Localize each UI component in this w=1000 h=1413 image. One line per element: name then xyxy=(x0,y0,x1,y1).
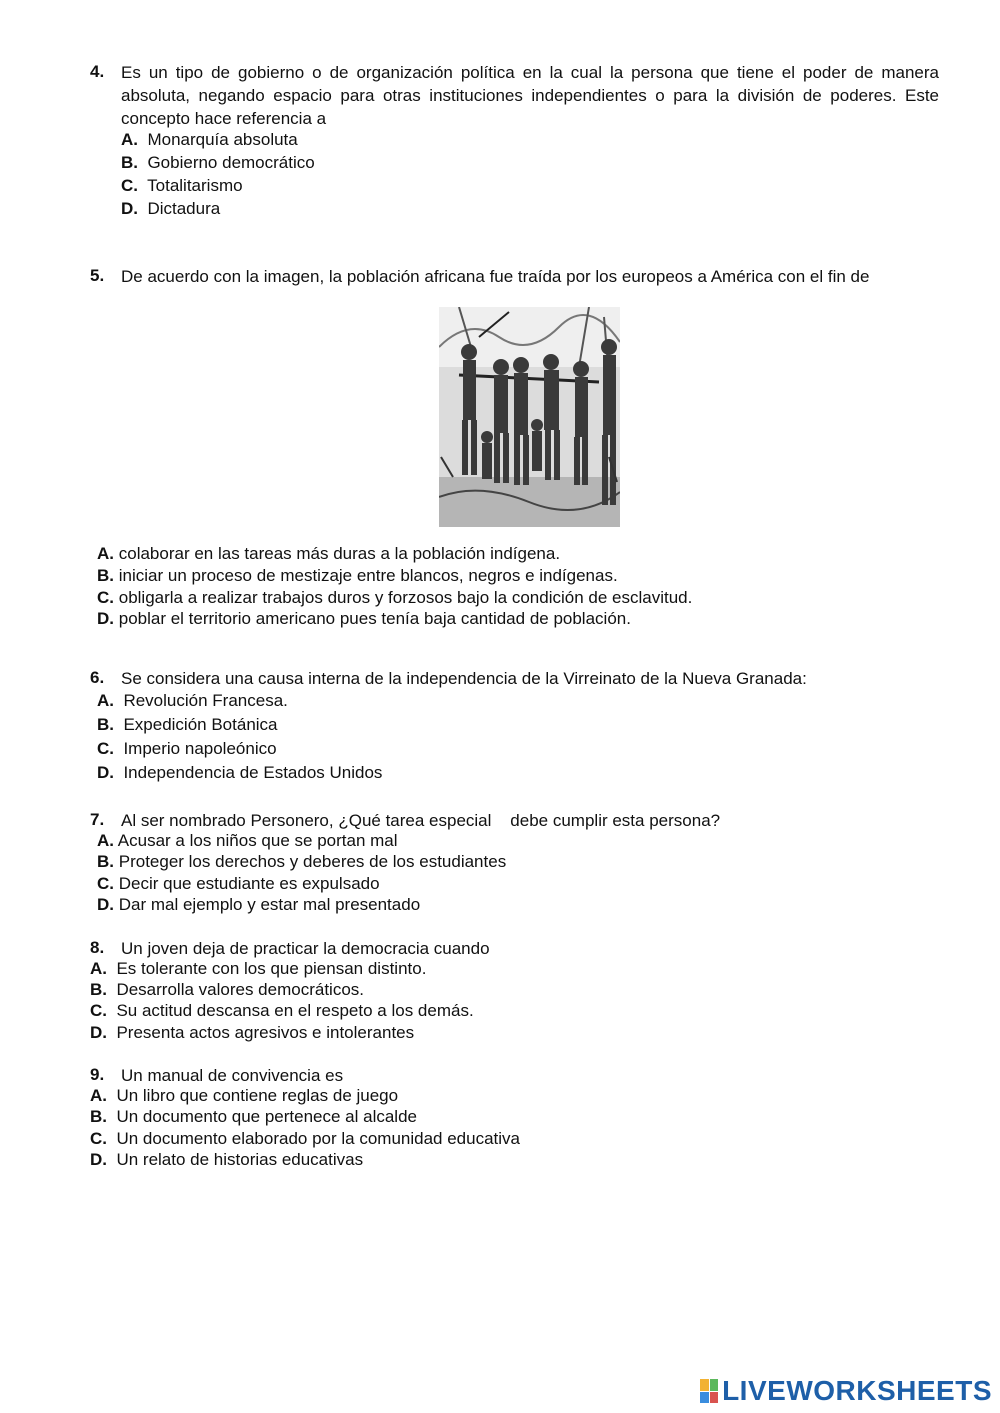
option-text: Gobierno democrático xyxy=(147,153,315,172)
question-8-text: Un joven deja de practicar la democracia cuando xyxy=(121,939,490,958)
option-letter: D. xyxy=(121,199,138,218)
option-text: Un relato de historias educativas xyxy=(116,1150,364,1169)
option-letter: C. xyxy=(97,739,114,758)
question-5-text: De acuerdo con la imagen, la población africana fue traída por los europeos a América con el fin de xyxy=(121,267,870,286)
q6-option-a[interactable] xyxy=(97,691,288,711)
q5-option-b[interactable] xyxy=(97,566,618,586)
option-letter: D. xyxy=(90,1150,107,1169)
question-5-number: 5. xyxy=(90,266,105,285)
q6-option-c[interactable] xyxy=(97,739,277,759)
q9-option-b[interactable] xyxy=(90,1107,417,1127)
option-letter: C. xyxy=(97,874,114,893)
q4-option-a[interactable] xyxy=(121,130,298,150)
question-7-text: Al ser nombrado Personero, ¿Qué tarea especial debe cumplir esta persona? xyxy=(121,811,721,830)
question-6-number: 6. xyxy=(90,668,105,687)
option-letter: A. xyxy=(90,1086,107,1105)
q9-option-c[interactable] xyxy=(90,1129,520,1149)
option-text: Un documento elaborado por la comunidad educativa xyxy=(116,1129,520,1148)
option-letter: B. xyxy=(97,715,114,734)
option-text: iniciar un proceso de mestizaje entre blancos, negros e indígenas. xyxy=(118,566,618,585)
option-letter: A. xyxy=(97,831,114,850)
question-4-number: 4. xyxy=(90,62,105,81)
option-letter: C. xyxy=(97,588,114,607)
q9-option-a[interactable] xyxy=(90,1086,398,1106)
liveworksheets-logo-icon xyxy=(700,1379,718,1403)
option-letter: D. xyxy=(97,763,114,782)
option-letter: D. xyxy=(97,895,114,914)
q6-option-d[interactable] xyxy=(97,763,382,783)
q8-option-b[interactable] xyxy=(90,980,364,1000)
q8-option-d[interactable] xyxy=(90,1023,414,1043)
q4-option-b[interactable] xyxy=(121,153,315,173)
option-letter: D. xyxy=(90,1023,107,1042)
question-4-text: Es un tipo de gobierno o de organización política en la cual la persona que tiene el poder de manera absoluta, negando espacio para otras instituciones independientes o para la división de poderes. Este concepto hace referencia a xyxy=(121,63,939,128)
option-text: obligarla a realizar trabajos duros y forzosos bajo la condición de esclavitud. xyxy=(118,588,693,607)
q7-option-a[interactable] xyxy=(97,831,398,851)
option-text: Su actitud descansa en el respeto a los demás. xyxy=(116,1001,474,1020)
option-letter: A. xyxy=(97,544,114,563)
option-letter: B. xyxy=(97,566,114,585)
q5-option-d[interactable] xyxy=(97,609,631,629)
option-letter: A. xyxy=(90,959,107,978)
q9-option-d[interactable] xyxy=(90,1150,363,1170)
question-9-number: 9. xyxy=(90,1065,105,1084)
q7-option-d[interactable] xyxy=(97,895,420,915)
option-text: Monarquía absoluta xyxy=(147,130,298,149)
option-text: Dar mal ejemplo y estar mal presentado xyxy=(118,895,421,914)
option-text: colaborar en las tareas más duras a la población indígena. xyxy=(118,544,561,563)
liveworksheets-logo-text: LIVEWORKSHEETS xyxy=(722,1375,992,1406)
option-text: Acusar a los niños que se portan mal xyxy=(117,831,398,850)
q7-option-c[interactable] xyxy=(97,874,380,894)
option-text: Presenta actos agresivos e intolerantes xyxy=(116,1023,415,1042)
question-9-text: Un manual de convivencia es xyxy=(121,1066,344,1085)
q8-option-c[interactable] xyxy=(90,1001,474,1021)
q5-option-a[interactable] xyxy=(97,544,560,564)
q6-option-b[interactable] xyxy=(97,715,278,735)
q4-option-c[interactable] xyxy=(121,176,243,196)
q4-option-d[interactable] xyxy=(121,199,220,219)
option-letter: C. xyxy=(121,176,138,195)
option-text: Un libro que contiene reglas de juego xyxy=(116,1086,399,1105)
q7-option-b[interactable] xyxy=(97,852,506,872)
option-letter: B. xyxy=(90,980,107,999)
option-letter: B. xyxy=(121,153,138,172)
option-text: Revolución Francesa. xyxy=(123,691,288,710)
question-7-number: 7. xyxy=(90,810,105,829)
slave-caravan-engraving xyxy=(439,307,620,527)
option-letter: A. xyxy=(121,130,138,149)
q8-option-a[interactable] xyxy=(90,959,426,979)
question-8-number: 8. xyxy=(90,938,105,957)
option-text: Dictadura xyxy=(147,199,221,218)
option-text: Independencia de Estados Unidos xyxy=(123,763,383,782)
option-letter: C. xyxy=(90,1129,107,1148)
option-text: Proteger los derechos y deberes de los estudiantes xyxy=(118,852,507,871)
option-text: Desarrolla valores democráticos. xyxy=(116,980,364,999)
question-6-text: Se considera una causa interna de la independencia de la Virreinato de la Nueva Granada: xyxy=(121,669,807,688)
option-text: Decir que estudiante es expulsado xyxy=(118,874,380,893)
option-letter: B. xyxy=(90,1107,107,1126)
option-letter: A. xyxy=(97,691,114,710)
q5-option-c[interactable] xyxy=(97,588,692,608)
option-text: Totalitarismo xyxy=(147,176,243,195)
option-text: poblar el territorio americano pues tenía baja cantidad de población. xyxy=(118,609,631,628)
option-text: Imperio napoleónico xyxy=(123,739,277,758)
option-letter: D. xyxy=(97,609,114,628)
option-letter: C. xyxy=(90,1001,107,1020)
option-text: Un documento que pertenece al alcalde xyxy=(116,1107,417,1126)
liveworksheets-logo[interactable] xyxy=(700,1375,992,1407)
option-text: Expedición Botánica xyxy=(123,715,278,734)
option-letter: B. xyxy=(97,852,114,871)
option-text: Es tolerante con los que piensan distinto. xyxy=(116,959,427,978)
